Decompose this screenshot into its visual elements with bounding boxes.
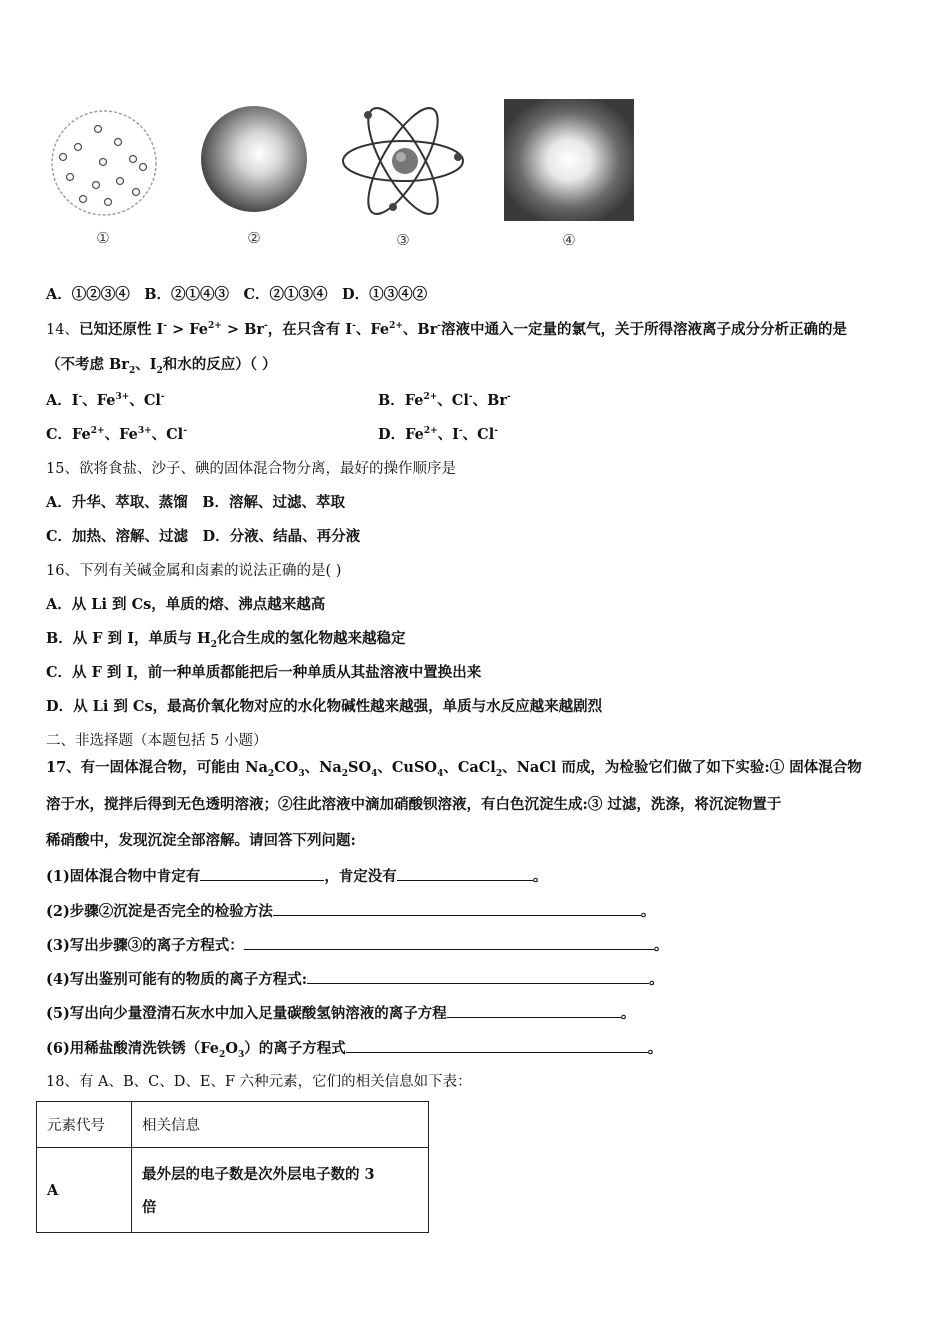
q17-part5	[46, 1003, 635, 1024]
subscript: 2	[156, 365, 163, 376]
subscript: 3	[298, 768, 305, 779]
q14-number: 14、	[46, 322, 79, 338]
superscript: 3+	[115, 392, 130, 403]
superscript: -	[160, 392, 165, 403]
q17-part4-text: (4)写出鉴别可能有的物质的离子方程式:	[46, 971, 308, 988]
q16-option-d: D．从 Li 到 Cs，最高价氧化物对应的水化物碱性越来越强，单质与水反应越来越剧烈	[46, 698, 603, 715]
electron-cloud-sphere-image	[198, 103, 310, 215]
plum-pudding-model-figure	[48, 107, 160, 219]
q14-stem-part: 和水的反应）（ ）	[162, 356, 277, 373]
option-text: 、Fe	[104, 426, 138, 443]
table-cell-info	[132, 1148, 429, 1233]
answer-blank[interactable]	[346, 1038, 648, 1053]
superscript: 2+	[90, 426, 105, 437]
option-text: 、Cl	[462, 426, 495, 443]
element-info-table	[36, 1101, 429, 1233]
figure-label-4: ④	[562, 231, 576, 249]
superscript: -	[494, 426, 498, 437]
subscript: 2	[128, 365, 136, 376]
q13-options: A．①②③④ B．②①④③ C．②①③④ D．①③④②	[46, 286, 428, 303]
q16-option-b	[46, 629, 406, 649]
subscript: 3	[237, 1049, 245, 1060]
superscript: 2+	[389, 321, 403, 332]
subscript: 2	[267, 768, 275, 779]
superscript: -	[263, 321, 268, 332]
q17-stem-line1	[46, 758, 862, 778]
q17-stem-part: 、CaCl	[443, 759, 496, 776]
q17-part2-text: (2)步骤②沉淀是否完全的检验方法	[46, 903, 273, 920]
q17-part1-text: (1)固体混合物中肯定有	[46, 868, 201, 885]
q17-part6-text: ）的离子方程式	[244, 1040, 346, 1057]
answer-blank[interactable]	[447, 1003, 621, 1018]
q17-stem-line2: 溶于水，搅拌后得到无色透明溶液；②往此溶液中滴加硝酸钡溶液，有白色沉淀生成:③ 过滤，洗涤，将沉淀物置于	[46, 796, 782, 813]
superscript: 3+	[137, 426, 152, 437]
answer-blank[interactable]	[273, 901, 641, 916]
q17-stem-part: 17、有一固体混合物，可能由 Na	[46, 759, 268, 776]
q14-stem-part: 、Fe	[355, 321, 390, 338]
superscript: -	[468, 392, 473, 403]
figure-label-3: ③	[396, 231, 410, 249]
plum-pudding-model-image	[48, 107, 160, 219]
superscript: -	[163, 321, 168, 332]
planetary-model-image	[338, 97, 468, 225]
answer-blank[interactable]	[200, 866, 324, 881]
q17-part1	[46, 866, 547, 887]
option-text: D．Fe	[378, 426, 424, 443]
subscript: 2	[495, 768, 503, 779]
q17-part2	[46, 901, 655, 922]
electron-cloud-square-image	[504, 99, 634, 221]
period: 。	[653, 937, 669, 954]
superscript: -	[507, 392, 511, 403]
q17-part6-text: O	[225, 1040, 238, 1057]
subscript: 4	[371, 768, 378, 779]
q14-option-b	[378, 391, 511, 411]
q14-option-a	[46, 391, 165, 411]
q17-stem-part: 、CuSO	[377, 759, 438, 776]
q15-stem: 15、欲将食盐、沙子、碘的固体混合物分离，最好的操作顺序是	[46, 461, 456, 477]
subscript: 2	[210, 639, 217, 650]
table-cell-code: A	[37, 1148, 132, 1233]
superscript: 2+	[423, 392, 438, 403]
q17-part4	[46, 969, 664, 990]
q15-options-line1: A．升华、萃取、蒸馏 B．溶解、过滤、萃取	[46, 494, 346, 511]
q17-stem-part: 、NaCl 而成，为检验它们做了如下实验:① 固体混合物	[502, 759, 862, 776]
superscript: -	[352, 321, 356, 332]
planetary-model-figure	[338, 97, 468, 225]
q17-stem-part: CO	[274, 759, 299, 776]
option-text: B．从 F 到 I，单质与 H	[46, 630, 211, 647]
figure-label-2: ②	[247, 229, 261, 247]
superscript: 2+	[208, 321, 222, 332]
q17-part6-text: (6)用稀盐酸清洗铁锈（Fe	[46, 1040, 220, 1057]
period: 。	[532, 868, 548, 885]
q14-stem-part: 、Br	[402, 321, 438, 338]
option-text: B．Fe	[378, 392, 424, 409]
q16-option-c: C．从 F 到 I，前一种单质都能把后一种单质从其盐溶液中置换出来	[46, 664, 482, 681]
period: 。	[647, 1040, 663, 1057]
period: 。	[620, 1005, 636, 1022]
electron-cloud-square-figure	[504, 99, 634, 221]
q16-option-a: A．从 Li 到 Cs，单质的熔、沸点越来越高	[46, 596, 326, 613]
option-text: 、I	[437, 426, 459, 443]
option-text: 、Br	[472, 392, 508, 409]
superscript: -	[183, 426, 187, 437]
info-line: 最外层的电子数是次外层电子数的 3	[142, 1166, 375, 1183]
table-row	[37, 1148, 429, 1233]
q17-part5-text: (5)写出向少量澄清石灰水中加入足量碳酸氢钠溶液的离子方程	[46, 1005, 447, 1022]
superscript: -	[437, 321, 442, 332]
answer-blank[interactable]	[307, 969, 649, 984]
q16-stem: 16、下列有关碱金属和卤素的说法正确的是( )	[46, 563, 342, 579]
option-text: 、Cl	[129, 392, 161, 409]
answer-blank[interactable]	[244, 935, 654, 950]
q17-stem-line3: 稀硝酸中，发现沉淀全部溶解。请回答下列问题:	[46, 832, 356, 849]
q17-part3	[46, 935, 668, 956]
q14-stem	[46, 320, 847, 340]
q14-stem-part: ，在只含有 I	[267, 321, 353, 338]
q14-stem-line2	[46, 355, 277, 375]
period: 。	[640, 903, 656, 920]
q18-stem: 18、有 A、B、C、D、E、F 六种元素，它们的相关信息如下表：	[46, 1074, 472, 1090]
subscript: 4	[437, 768, 444, 779]
option-text: C．Fe	[46, 426, 91, 443]
info-line: 倍	[142, 1199, 157, 1216]
option-text: 、Cl	[151, 426, 184, 443]
q14-option-d	[378, 425, 498, 445]
q15-options-line2: C．加热、溶解、过滤 D．分液、结晶、再分液	[46, 528, 361, 545]
q14-option-c	[46, 425, 187, 445]
table-header-row	[37, 1102, 429, 1148]
q17-part1-text: ，肯定没有	[324, 868, 397, 885]
option-text: A．I	[46, 392, 79, 409]
q14-stem-part: > Br	[221, 321, 264, 338]
option-text: 、Fe	[82, 392, 116, 409]
atomic-model-figures	[48, 95, 648, 260]
q17-stem-part: SO	[348, 759, 372, 776]
q14-stem-part: 、I	[135, 356, 157, 373]
section-heading: 二、非选择题（本题包括 5 小题）	[46, 733, 268, 749]
table-header-cell: 相关信息	[132, 1102, 429, 1148]
electron-cloud-sphere-figure	[198, 103, 310, 215]
q17-part6	[46, 1038, 662, 1059]
subscript: 2	[219, 1049, 226, 1060]
q17-part3-text: (3)写出步骤③的离子方程式：	[46, 937, 244, 954]
table-header-cell: 元素代号	[37, 1102, 132, 1148]
q17-stem-part: 、Na	[304, 759, 342, 776]
period: 。	[649, 971, 664, 988]
answer-blank[interactable]	[397, 866, 533, 881]
q14-stem-part: > Fe	[167, 321, 209, 338]
option-text: 、Cl	[437, 392, 469, 409]
superscript: 2+	[423, 426, 438, 437]
subscript: 2	[341, 768, 348, 779]
option-text: 化合生成的氢化物越来越稳定	[217, 630, 406, 647]
superscript: -	[458, 426, 463, 437]
figure-label-1: ①	[96, 229, 110, 247]
q14-stem-part: 已知还原性 I	[78, 321, 164, 338]
q14-stem-part: （不考虑 Br	[46, 356, 129, 373]
superscript: -	[78, 392, 83, 403]
q14-stem-part: 溶液中通入一定量的氯气，关于所得溶液离子成分分析正确的是	[441, 321, 848, 338]
